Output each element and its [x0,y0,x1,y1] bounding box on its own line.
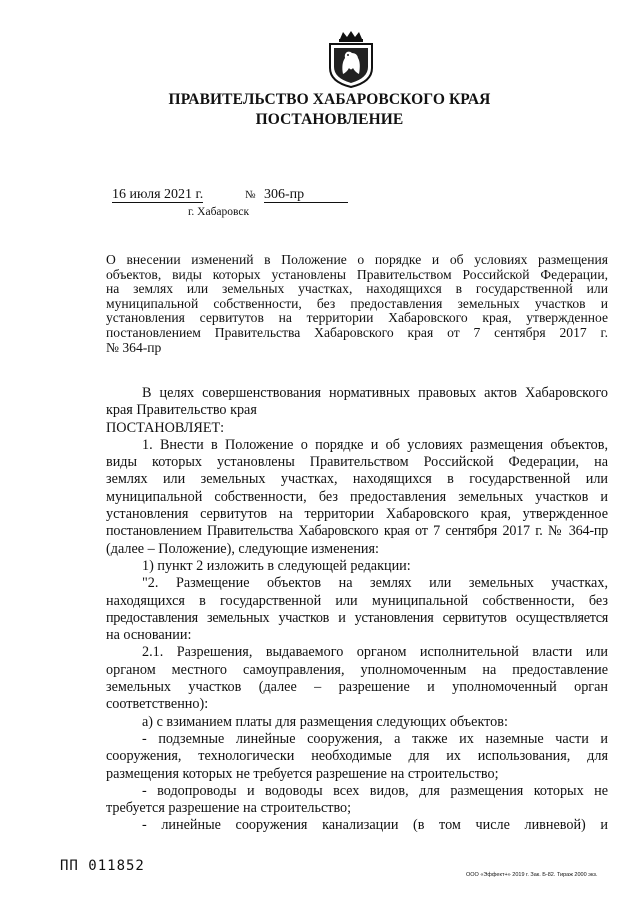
number-value: 306-пр [264,187,348,203]
subject-line: объектов, виды которых установлены Правительством Российской Федерации, [106,266,608,282]
body-line: постановлением Правительства Хабаровского края от 7 сентября 2017 г. № 364-пр [106,523,608,540]
body-line: находящихся в государственной или муниципальной собственности, без [106,592,608,609]
body-line: виды которых установлены Правительством Российской Федерации, на [106,454,608,471]
subject-line: на землях или земельных участках, находящихся в государственной или [106,281,608,297]
series-code: ПП 011852 [60,858,145,874]
number-sign: № [245,189,256,201]
subject-line: О внесении изменений в Положение о порядке и об условиях размещения [106,252,608,267]
date-value: 16 июля 2021 г. [112,187,204,202]
city-label: г. Хабаровск [188,206,250,218]
body-line: землях или земельных участках, находящихся в государственной или [106,471,608,488]
body-line: - подземные линейные сооружения, а также их наземные части и [142,730,608,747]
body-line: (далее – Положение), следующие изменения: [106,540,379,557]
document-number [264,187,348,203]
body-line: на основании: [106,627,192,644]
document-body [106,385,608,835]
body-line: сооружения, технологически необходимые для их использования, для [106,748,608,765]
document-date [112,187,203,203]
document-type-title: ПОСТАНОВЛЕНИЕ [255,111,404,128]
body-line: ПОСТАНОВЛЯЕТ: [106,419,225,436]
body-line: "2. Размещение объектов на землях или земельных участках, [142,575,608,592]
body-line: 2.1. Разрешения, выдаваемого органом исполнительной власти или [142,644,608,661]
body-line: требуется разрешение на строительство; [106,800,352,817]
body-line: а) с взиманием платы для размещения следующих объектов: [142,713,508,730]
body-line: земельных участков (далее – разрешение и уполномоченный орган [106,679,608,696]
body-line: органом местного самоуправления, уполномоченным на предоставление [106,661,608,678]
body-line: установления сервитутов на территории Хабаровского края, утвержденное [106,506,608,523]
body-line: муниципальной собственности, без предоставления земельных участков и [106,488,608,505]
subject-line: установления сервитутов на территории Хабаровского края, утвержденное [106,310,608,326]
subject-line: муниципальной собственности, без предоставления земельных участков и [106,295,608,311]
body-line: В целях совершенствования нормативных правовых актов Хабаровского [142,385,608,401]
organization-title: ПРАВИТЕЛЬСТВО ХАБАРОВСКОГО КРАЯ [168,91,491,108]
body-line: - водопроводы и водоводы всех видов, для размещения которых не [142,782,608,799]
body-line: 1) пункт 2 изложить в следующей редакции: [142,557,411,574]
subject-line: постановлением Правительства Хабаровского края от 7 сентября 2017 г. [106,324,608,340]
body-line: предоставления земельных участков и установления сервитутов осуществляется [106,609,608,626]
body-line: 1. Внести в Положение о порядке и об условиях размещения объектов, [142,436,608,453]
document-subject [106,253,608,355]
body-line: края Правительство края [106,402,257,419]
body-line: - линейные сооружения канализации (в том числе ливневой) и [142,817,608,834]
body-line: соответственно): [106,696,209,713]
print-note: ООО «Эффект+» 2019 г. Зак. Б-82. Тираж 2000 экз. [466,872,598,878]
body-line: размещения которых не требуется разрешение на строительство; [106,765,499,782]
coat-of-arms-icon [326,30,376,88]
subject-line: № 364-пр [106,339,162,355]
